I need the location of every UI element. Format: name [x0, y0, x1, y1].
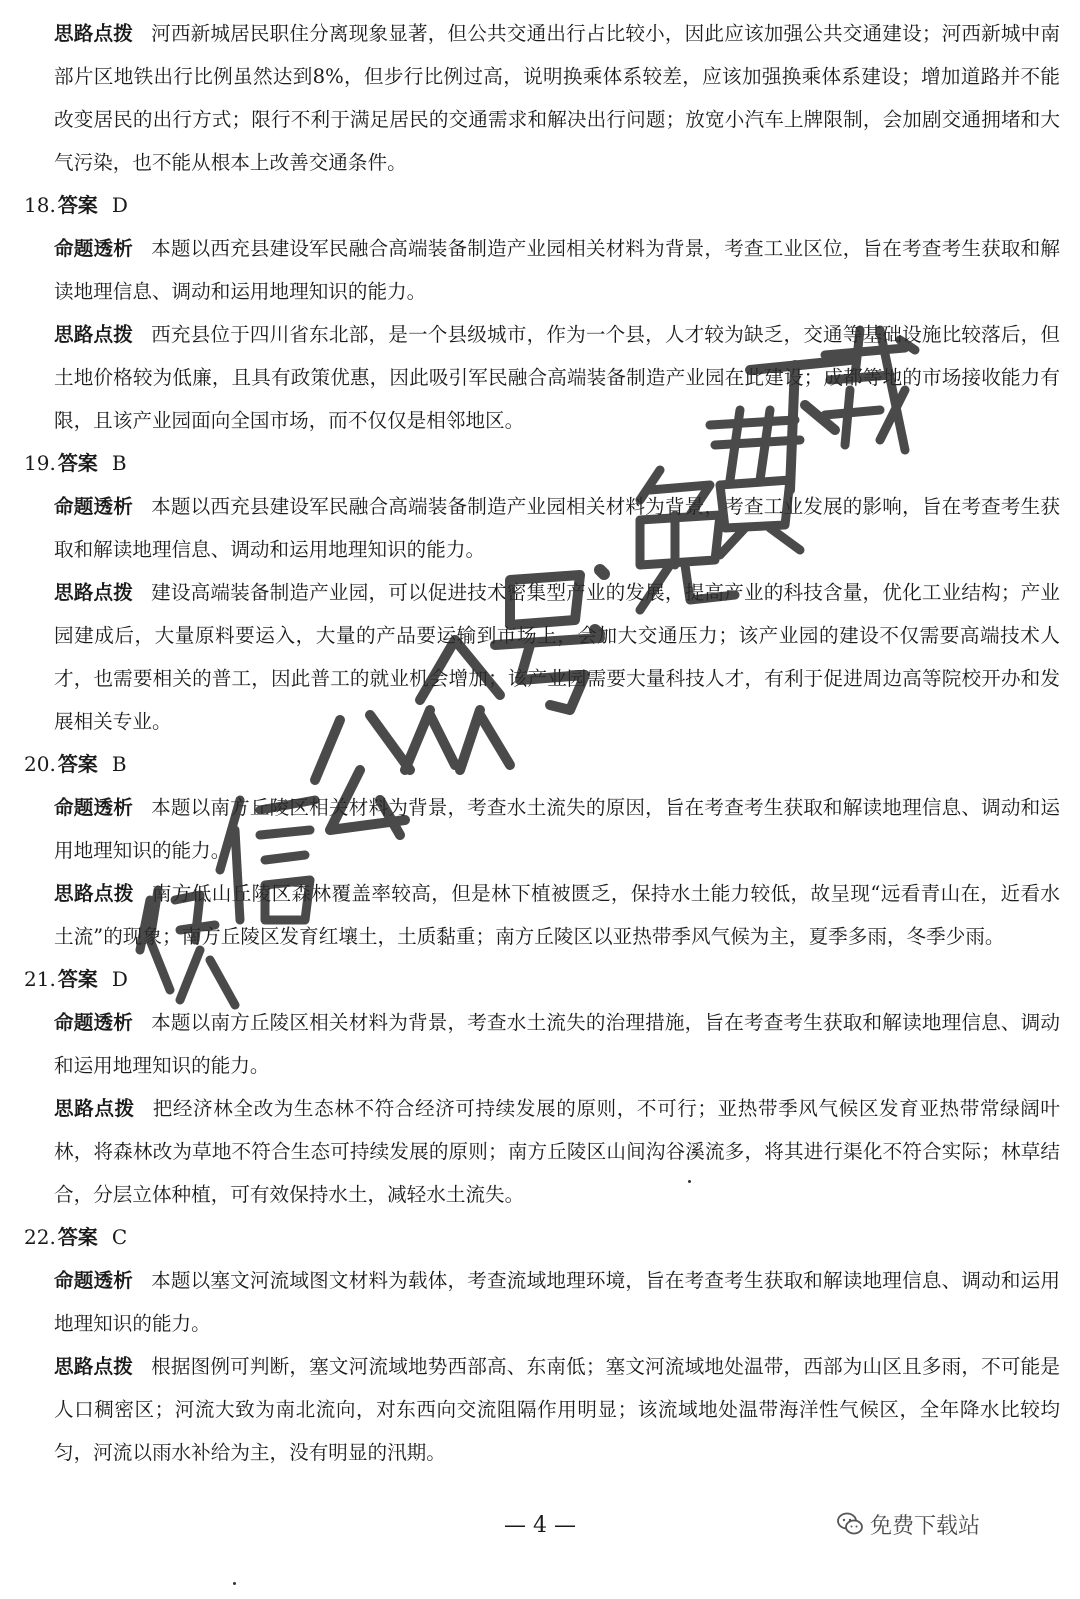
answer-value: B	[111, 451, 127, 475]
question-item	[24, 1216, 1060, 1474]
answer-line	[24, 958, 1060, 1001]
answer-value: D	[111, 193, 128, 217]
explanation-paragraph	[54, 1001, 1060, 1087]
paragraph-text: 本题以西充县建设军民融合高端装备制造产业园相关材料为背景，考查工业发展的影响，旨在考查考生获取和解读地理信息、调动和运用地理知识的能力。	[54, 495, 1061, 561]
paragraph-text: 建设高端装备制造产业园，可以促进技术密集型产业的发展，提高产业的科技含量，优化工业结构；产业园建成后，大量原料要运入，大量的产品要运输到市场上，会加大交通压力；该产业园的建设不仅需要高端技术人才，也需要相关的普工，因此普工的就业机会增加；该产业园需要大量科技人才，有利于促进周边高等院校开办和发展相关专业。	[54, 581, 1061, 733]
paragraph-text: 南方低山丘陵区森林覆盖率较高，但是林下植被匮乏，保持水土能力较低，故呈现“远看青山在，近看水土流”的现象；南方丘陵区发育红壤土，土质黏重；南方丘陵区以亚热带季风气候为主，夏季多雨，冬季少雨。	[54, 882, 1061, 948]
explanation-paragraph	[54, 1345, 1060, 1474]
answer-explanations	[24, 12, 1060, 1474]
paragraph-text: 河西新城居民职住分离现象显著，但公共交通出行占比较小，因此应该加强公共交通建设；河西新城中南部片区地铁出行比例虽然达到8%，但步行比例过高，说明换乘体系较差，应该加强换乘体系建设；增加道路并不能改变居民的出行方式；限行不利于满足居民的交通需求和解决出行问题；放宽小汽车上牌限制，会加剧交通拥堵和大气污染，也不能从根本上改善交通条件。	[54, 22, 1061, 174]
scan-speck	[233, 1582, 236, 1585]
paragraph-label: 命题透析	[54, 237, 134, 260]
explanation-paragraph	[54, 485, 1060, 571]
paragraph-label: 命题透析	[54, 1269, 134, 1292]
explanation-paragraph	[54, 1259, 1060, 1345]
paragraph-label: 思路点拨	[54, 581, 134, 604]
answer-label: 答案	[57, 193, 98, 217]
answer-value: B	[111, 752, 127, 776]
paragraph-text: 本题以南方丘陵区相关材料为背景，考查水土流失的原因，旨在考查考生获取和解读地理信息、调动和运用地理知识的能力。	[54, 796, 1061, 862]
answer-line	[24, 184, 1060, 227]
answer-value: C	[111, 1225, 128, 1249]
paragraph-label: 命题透析	[54, 495, 134, 518]
paragraph-text: 本题以西充县建设军民融合高端装备制造产业园相关材料为背景，考查工业区位，旨在考查考生获取和解读地理信息、调动和运用地理知识的能力。	[54, 237, 1061, 303]
explanation-paragraph	[54, 786, 1060, 872]
answer-label: 答案	[57, 752, 98, 776]
paragraph-label: 思路点拨	[54, 1097, 135, 1120]
explanation-paragraph	[54, 872, 1060, 958]
question-item	[24, 184, 1060, 442]
watermark-text: 免费下载站	[870, 1514, 981, 1539]
question-number: 22.	[24, 1225, 56, 1249]
paragraph-label: 命题透析	[54, 1011, 134, 1034]
continued-item	[24, 12, 1060, 184]
paragraph-text: 把经济林全改为生态林不符合经济可持续发展的原则，不可行；亚热带季风气候区发育亚热带常绿阔叶林，将森林改为草地不符合生态可持续发展的原则；南方丘陵区山间沟谷溪流多，将其进行渠化不符合实际；林草结合，分层立体种植，可有效保持水土，减轻水土流失。	[54, 1097, 1061, 1206]
explanation-paragraph	[54, 1087, 1060, 1216]
explanation-paragraph	[54, 571, 1060, 743]
paragraph-text: 西充县位于四川省东北部，是一个县级城市，作为一个县，人才较为缺乏，交通等基础设施比较落后，但土地价格较为低廉，且具有政策优惠，因此吸引军民融合高端装备制造产业园在此建设；成都等地的市场接收能力有限，且该产业园面向全国市场，而不仅仅是相邻地区。	[54, 323, 1061, 432]
paragraph-text: 本题以南方丘陵区相关材料为背景，考查水土流失的治理措施，旨在考查考生获取和解读地理信息、调动和运用地理知识的能力。	[54, 1011, 1061, 1077]
answer-line	[24, 743, 1060, 786]
explanation-paragraph	[54, 313, 1060, 442]
wechat-icon	[836, 1510, 864, 1538]
answer-label: 答案	[57, 451, 98, 475]
answer-line	[24, 1216, 1060, 1259]
question-number: 19.	[24, 451, 56, 475]
question-number: 18.	[24, 193, 56, 217]
page-number: — 4 —	[504, 1513, 576, 1538]
answer-line	[24, 442, 1060, 485]
question-item	[24, 743, 1060, 958]
answer-label: 答案	[57, 967, 98, 991]
answer-label: 答案	[57, 1225, 98, 1249]
paragraph-label: 思路点拨	[54, 1355, 134, 1378]
paragraph-text: 根据图例可判断，塞文河流域地势西部高、东南低；塞文河流域地处温带，西部为山区且多雨，不可能是人口稠密区；河流大致为南北流向，对东西向交流阻隔作用明显；该流域地处温带海洋性气候区，全年降水比较均匀，河流以雨水补给为主，没有明显的汛期。	[54, 1355, 1061, 1464]
explanation-paragraph	[54, 12, 1060, 184]
paragraph-label: 命题透析	[54, 796, 134, 819]
paragraph-label: 思路点拨	[54, 882, 134, 905]
scan-speck	[688, 1180, 691, 1183]
question-item	[24, 442, 1060, 743]
paragraph-text: 本题以塞文河流域图文材料为载体，考查流域地理环境，旨在考查考生获取和解读地理信息、调动和运用地理知识的能力。	[54, 1269, 1061, 1335]
answer-value: D	[111, 967, 128, 991]
paragraph-label: 思路点拨	[54, 323, 134, 346]
question-item	[24, 958, 1060, 1216]
question-number: 20.	[24, 752, 56, 776]
paragraph-label: 思路点拨	[54, 22, 134, 45]
explanation-paragraph	[54, 227, 1060, 313]
question-number: 21.	[24, 967, 56, 991]
